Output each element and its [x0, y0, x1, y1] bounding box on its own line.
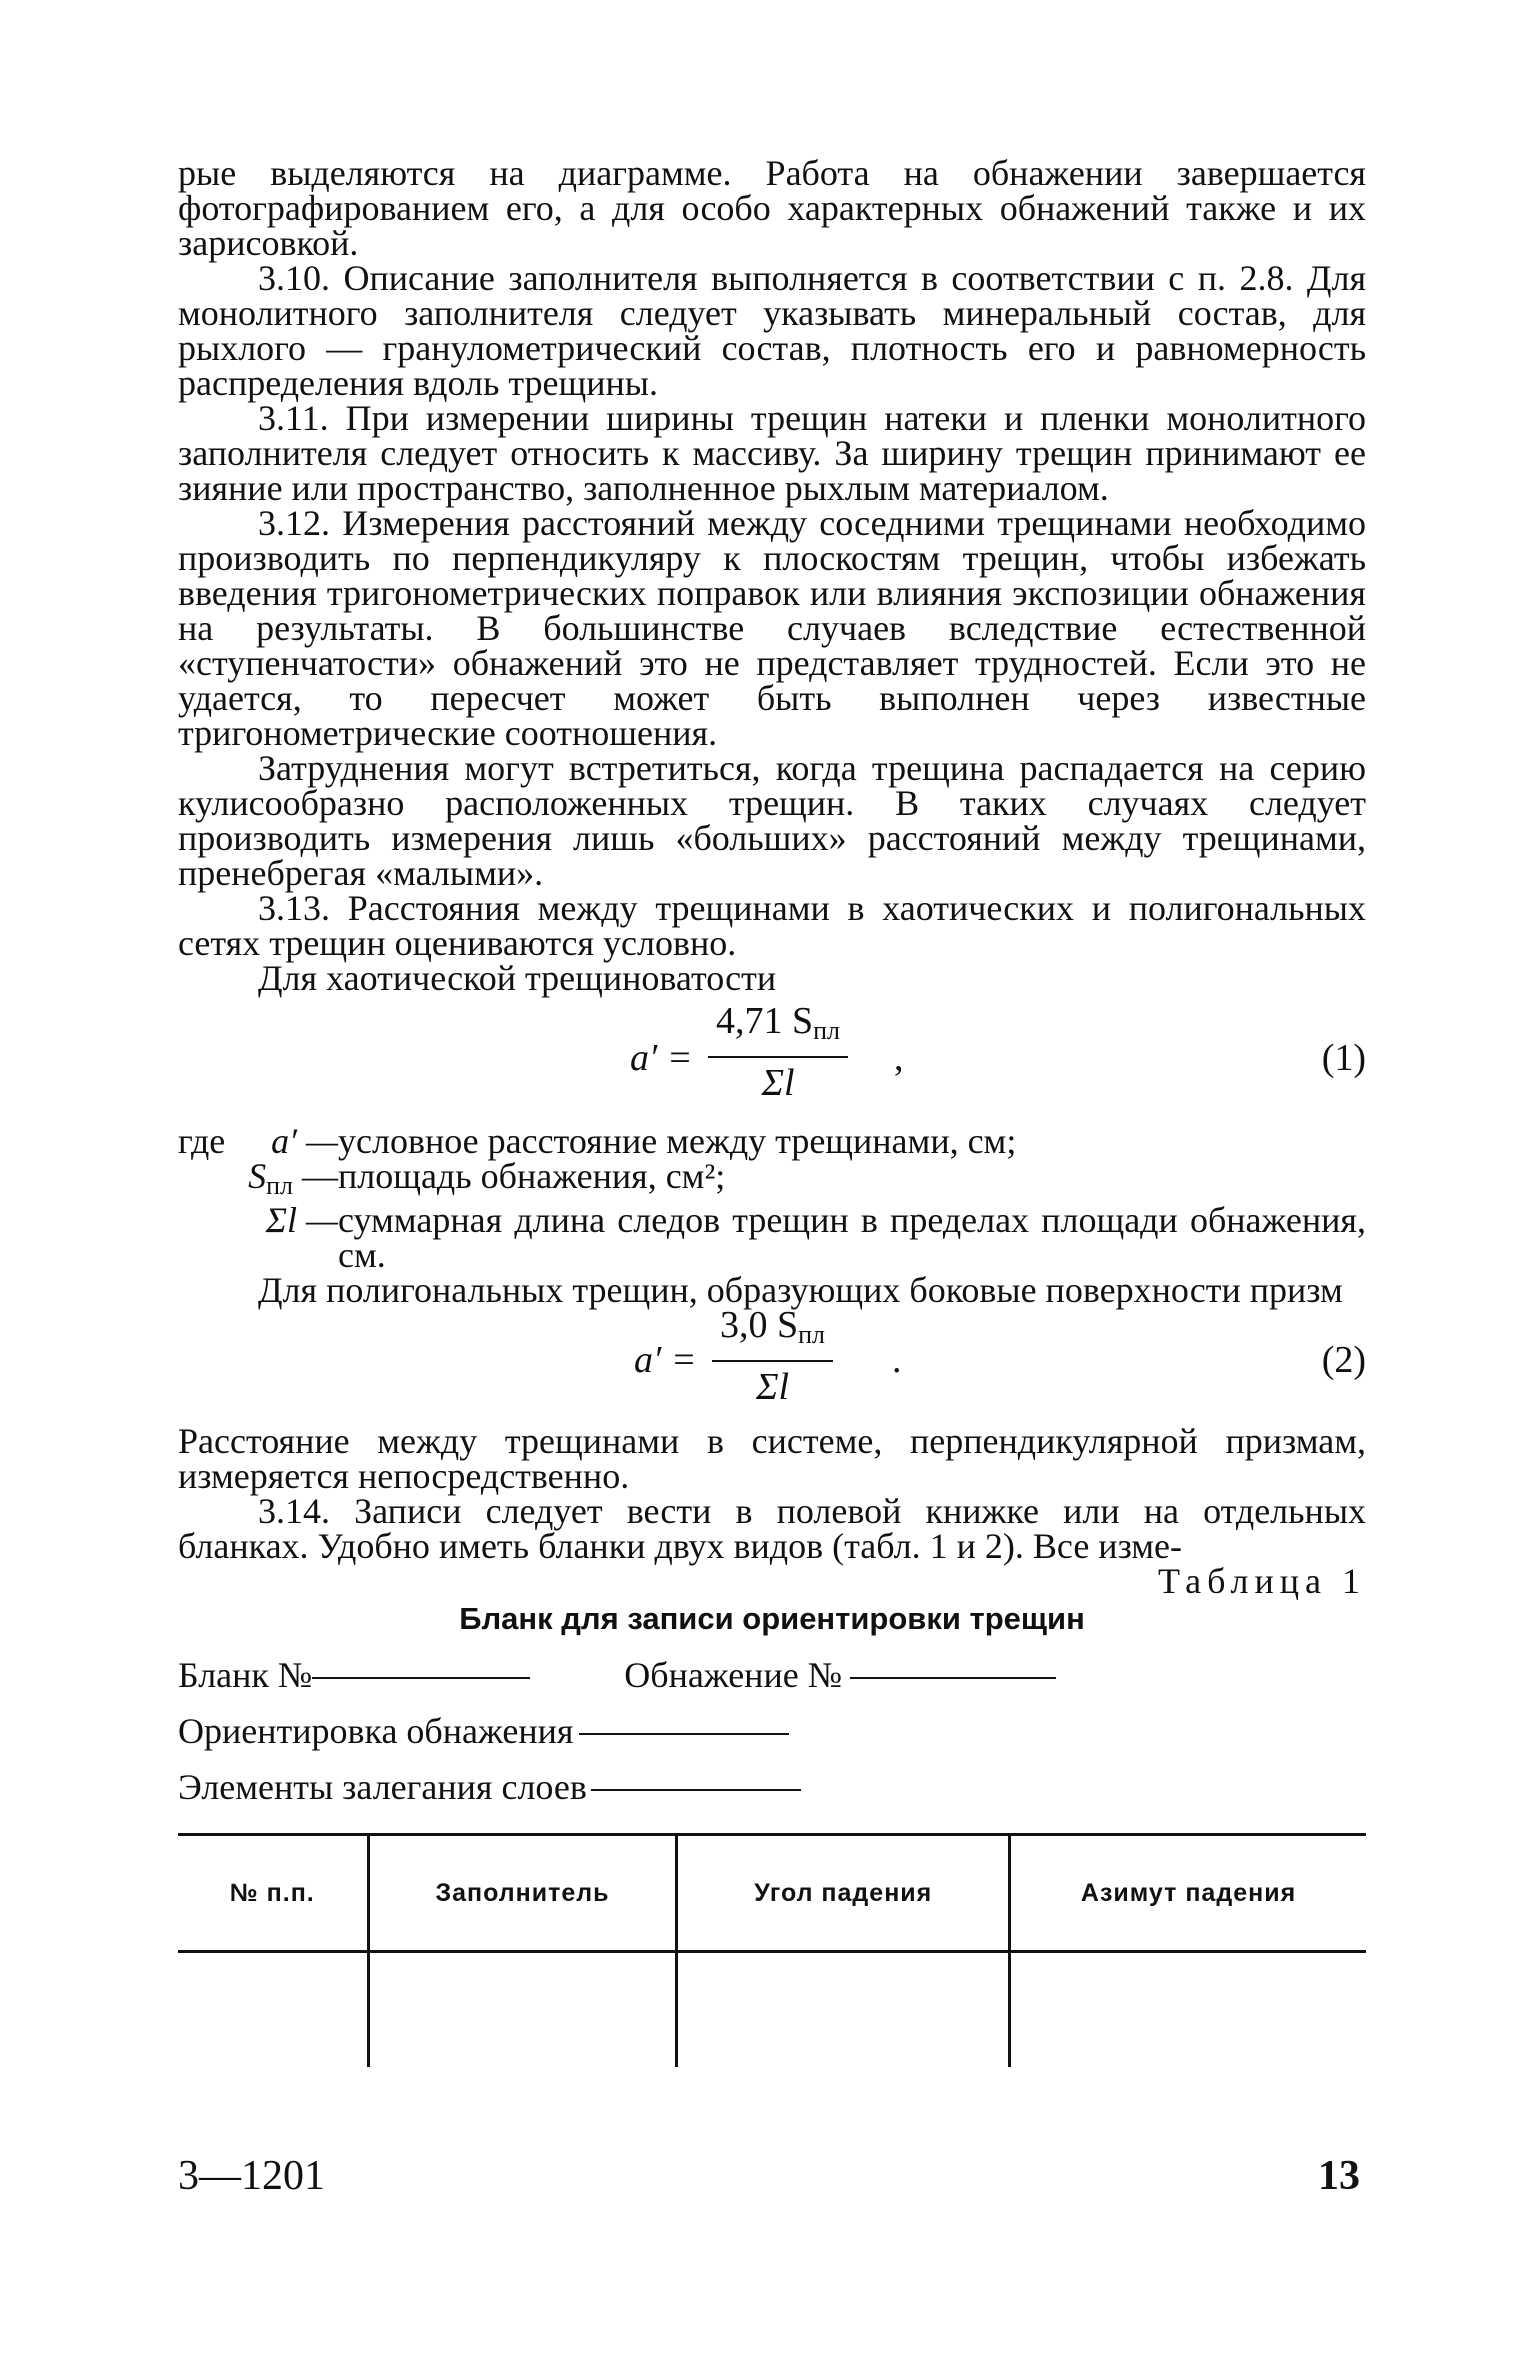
equation-number: (1): [1321, 1037, 1366, 1079]
fill-line: [579, 1733, 789, 1735]
formula-punct: ,: [894, 1037, 904, 1079]
column-header: Угол падения: [677, 1835, 1010, 1952]
fill-line: [850, 1677, 1056, 1679]
paragraph-3-13: [178, 888, 1366, 963]
orientation-table: [178, 1833, 1366, 2067]
definition-text: условное расстояние между трещинами, см;: [338, 1121, 1017, 1161]
formula-lhs: a′ =: [634, 1339, 697, 1381]
symbol-letter: S: [248, 1156, 267, 1196]
table-header-row: [178, 1835, 1366, 1952]
column-header: № п.п.: [178, 1835, 368, 1952]
numerator-text: 3,0 S: [720, 1304, 799, 1346]
paragraph-text: При измерении ширины трещин натеки и пленки монолитного заполнителя следует относить к массиву. За ширину трещин принимают ее зияние или пространство, заполненное рыхлым материалом.: [178, 398, 1366, 508]
formula-1: [178, 996, 1366, 1124]
form-line-elements: [178, 1759, 1366, 1815]
formula-2: [178, 1304, 1366, 1424]
definition-symbol: a′ —: [271, 1121, 338, 1161]
chaotic-intro: Для хаотической трещиноватости: [258, 958, 777, 998]
equation-number: (2): [1321, 1339, 1366, 1381]
definition-row: [178, 1200, 1366, 1275]
form-line-blank: [178, 1647, 1366, 1703]
subscript: пл: [266, 1171, 293, 1200]
formula-lhs: a′ =: [630, 1037, 693, 1079]
table-cell: [178, 1952, 368, 2068]
denominator: Σl: [761, 1062, 795, 1104]
definition-symbol: [178, 1156, 338, 1203]
form-label: Бланк №: [178, 1655, 313, 1695]
definitions: [178, 1121, 1366, 1275]
polygonal-intro: Для полигональных трещин, образующих боковые поверхности призм: [258, 1270, 1343, 1310]
section-number: 3.13.: [258, 888, 330, 928]
paragraph-prism: Расстояние между трещинами в системе, перпендикулярной призмам, измеряется непосредственно.: [178, 1421, 1366, 1496]
fill-line: [312, 1677, 530, 1679]
table-cell: [368, 1952, 677, 2068]
fraction: [708, 996, 848, 1108]
subscript: пл: [798, 1320, 826, 1349]
paragraph-3-12-continued: Затруднения могут встретиться, когда трещина распадается на серию кулисообразно расположенных трещин. В таких случаях следует производить измерения лишь «больших» расстояний между трещинами, пренебрегая «малыми».: [178, 748, 1366, 893]
table-cell: [677, 1952, 1010, 2068]
paragraph-3-12: [178, 503, 1366, 753]
definition-intro: где: [178, 1121, 226, 1161]
form-label: Элементы залегания слоев: [178, 1767, 587, 1807]
table-row: [178, 1952, 1366, 2068]
definition-text: суммарная длина следов трещин в пределах площади обнажения, см.: [338, 1200, 1366, 1275]
section-number: 3.14.: [258, 1491, 330, 1531]
section-number: 3.10.: [258, 258, 330, 298]
subscript: пл: [813, 1016, 841, 1045]
definition-row: [178, 1156, 1366, 1203]
section-number: 3.11.: [258, 398, 329, 438]
form-label: Обнажение №: [624, 1655, 843, 1695]
paragraph-text: Записи следует вести в полевой книжке или на отдельных бланках. Удобно иметь бланки двух видов (табл. 1 и 2). Все изме-: [178, 1491, 1367, 1566]
table-cell: [1010, 1952, 1366, 2068]
definition-row: [178, 1121, 1366, 1161]
form-label: Ориентировка обнажения: [178, 1711, 574, 1751]
fill-line: [591, 1789, 801, 1791]
paragraph-continuation: рые выделяются на диаграмме. Работа на обнажении завершается фотографированием его, а для особо характерных обнажений также и их зарисовкой.: [178, 153, 1366, 263]
form-line-orientation: [178, 1703, 1366, 1759]
column-header: Азимут падения: [1010, 1835, 1366, 1952]
column-header: Заполнитель: [368, 1835, 677, 1952]
table-title: Бланк для записи ориентировки трещин: [459, 1601, 1085, 1636]
symbol-dash: —: [293, 1156, 338, 1196]
formula-punct: .: [892, 1339, 902, 1381]
signature-mark: 3—1201: [178, 2153, 325, 2199]
paragraph-text: Описание заполнителя выполняется в соответствии с п. 2.8. Для монолитного заполнителя следует указывать минеральный состав, для рыхлого — гранулометрический состав, плотность его и равномерность распределения вдоль трещины.: [178, 258, 1367, 403]
denominator: Σl: [755, 1366, 790, 1408]
page-body: [178, 153, 1367, 2067]
paragraph-3-11: [178, 398, 1366, 508]
paragraph-text: Измерения расстояний между соседними трещинами необходимо производить по перпендикуляру к плоскостям трещин, чтобы избежать введения тригонометрических поправок или влияния экспозиции обнажения на результаты. В большинстве случаев вследствие естественной «ступенчатости» обнажений это не представляет трудностей. Если это не удается, то пересчет может быть выполнен через известные тригонометрические соотношения.: [178, 503, 1366, 753]
table-label: Таблица 1: [1158, 1561, 1366, 1601]
paragraph-text: Расстояния между трещинами в хаотических и полигональных сетях трещин оцениваются условно.: [178, 888, 1366, 963]
numerator: [708, 996, 848, 1058]
numerator: [712, 1300, 833, 1362]
section-number: 3.12.: [258, 503, 330, 543]
paragraph-3-10: [178, 258, 1367, 403]
numerator-text: 4,71 S: [716, 1000, 814, 1042]
definition-text: площадь обнажения, см²;: [338, 1156, 726, 1196]
paragraph-3-14: [178, 1491, 1367, 1566]
definition-symbol: Σl —: [265, 1200, 338, 1240]
fraction: [712, 1300, 833, 1412]
page-number: 13: [1318, 2153, 1360, 2199]
